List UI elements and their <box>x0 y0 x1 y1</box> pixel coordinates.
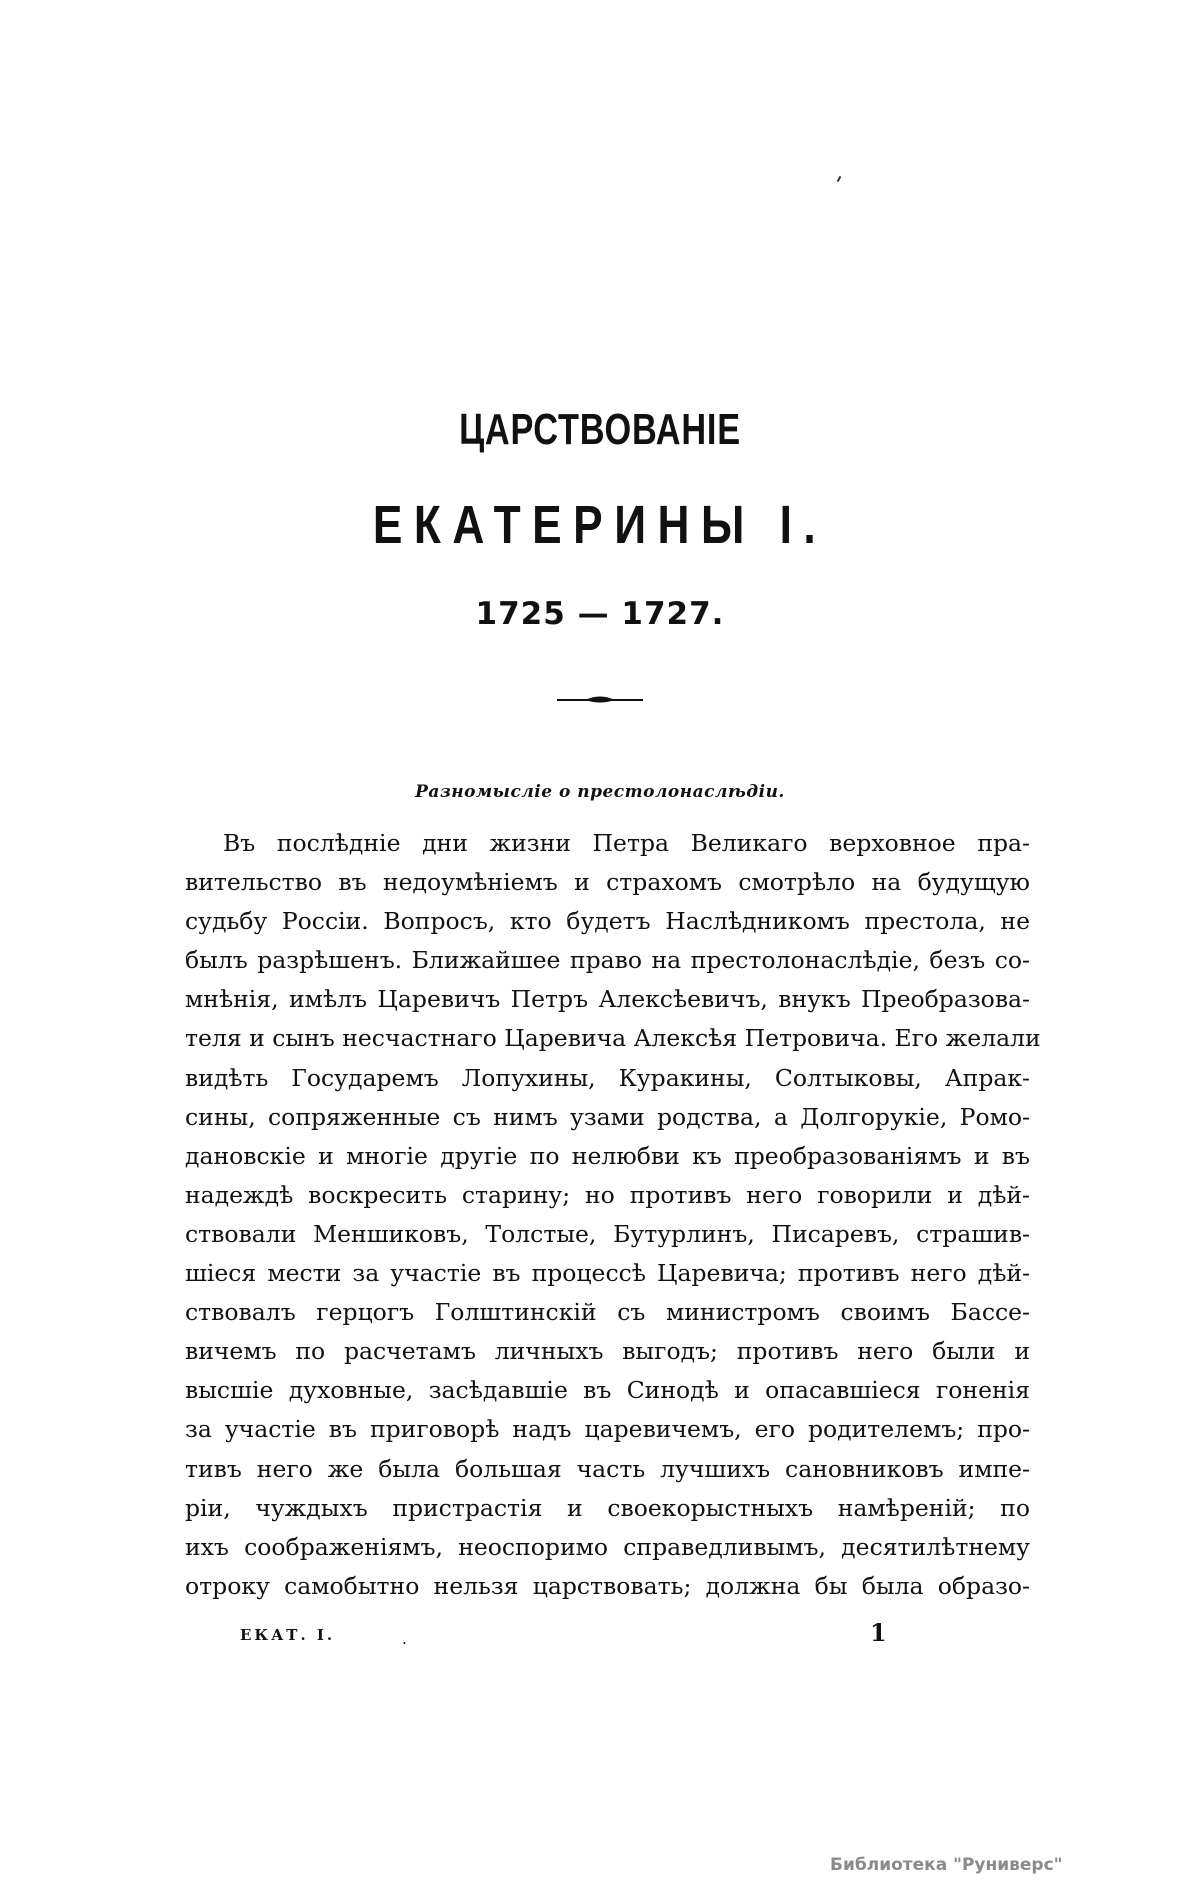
text-line: надеждѣ воскресить старину; но противъ него говорили и дѣй- <box>185 1180 1030 1209</box>
text-line: высшіе духовные, засѣдавшіе въ Синодѣ и опасавшіеся гоненія <box>185 1376 1030 1405</box>
text-line: теля и сынъ несчастнаго Царевича Алексѣя Петровича. Его желали <box>185 1024 1041 1053</box>
text-line: вительство въ недоумѣніемъ и страхомъ смотрѣло на будущую <box>185 868 1030 897</box>
library-watermark: Библиотека "Руниверс" <box>830 1855 1063 1875</box>
text-line: ріи, чуждыхъ пристрастія и своекорыстныхъ намѣреній; по <box>185 1493 1030 1522</box>
title-catherine: ЕКАТЕРИНЫ I. <box>372 495 828 555</box>
stray-ink-mark <box>837 176 842 182</box>
text-line: отроку самобытно нельзя царствовать; должна бы была образо- <box>185 1571 1030 1600</box>
text-line: вичемъ по расчетамъ личныхъ выгодъ; противъ него были и <box>185 1337 1030 1366</box>
text-line: видѣть Государемъ Лопухины, Куракины, Солтыковы, Апрак- <box>185 1063 1030 1092</box>
text-line: дановскіе и многіе другіе по нелюбви къ преобразованіямъ и въ <box>185 1141 1030 1170</box>
body-text <box>185 824 1041 1606</box>
text-line: тивъ него же была большая часть лучшихъ сановниковъ импе- <box>185 1454 1030 1483</box>
text-line: сины, сопряженные съ нимъ узами родства, а Долгорукіе, Ромо- <box>185 1102 1030 1131</box>
ornament-divider-icon <box>557 694 643 706</box>
title-reign: ЦАРСТВОВАНІЕ <box>459 405 741 454</box>
footer-signature: ЕКАТ. I. <box>240 1626 336 1644</box>
page-number: 1 <box>870 1618 887 1647</box>
text-line: Въ послѣдніе дни жизни Петра Великаго верховное пра- <box>223 829 1030 857</box>
text-line: шіеся мести за участіе въ процессѣ Царевича; противъ него дѣй- <box>185 1259 1030 1288</box>
text-line: за участіе въ приговорѣ надъ царевичемъ, его родителемъ; про- <box>185 1415 1030 1444</box>
text-line: ствовали Меншиковъ, Толстые, Бутурлинъ, Писаревъ, страшив- <box>185 1219 1030 1248</box>
section-heading: Разномысліе о престолонаслѣдіи. <box>415 782 785 802</box>
text-line: мнѣнія, имѣлъ Царевичъ Петръ Алексѣевичъ, внукъ Преобразова- <box>185 985 1030 1014</box>
text-line: былъ разрѣшенъ. Ближайшее право на престолонаслѣдіе, безъ со- <box>185 946 1030 975</box>
text-line: ствовалъ герцогъ Голштинскій съ министромъ своимъ Бассе- <box>185 1298 1030 1327</box>
title-years: 1725 — 1727. <box>475 596 725 632</box>
text-line: судьбу Россіи. Вопросъ, кто будетъ Наслѣдникомъ престола, не <box>185 907 1030 936</box>
text-line: ихъ соображеніямъ, неоспоримо справедливымъ, десятилѣтнему <box>185 1532 1030 1561</box>
footer-mark: . <box>402 1630 407 1648</box>
